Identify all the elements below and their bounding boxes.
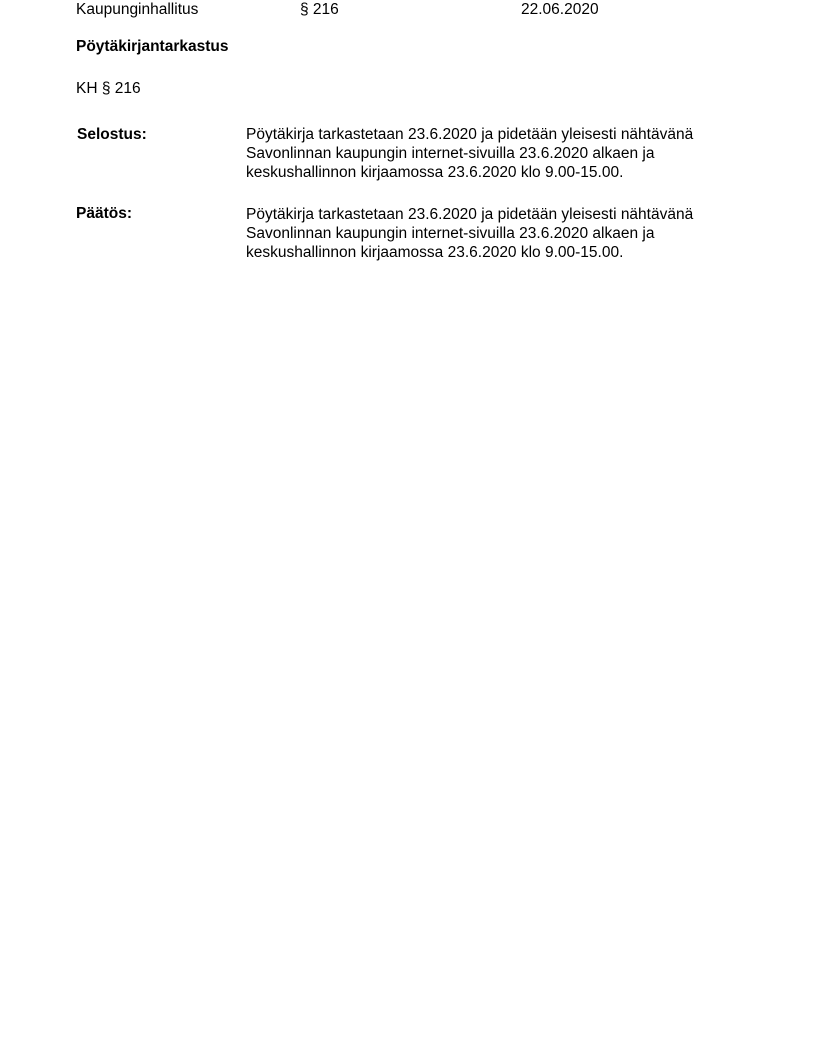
selostus-line: Savonlinnan kaupungin internet-sivuilla 23.6.2020 alkaen ja [246,145,655,162]
paatos-line: Savonlinnan kaupungin internet-sivuilla 23.6.2020 alkaen ja [246,225,655,242]
paatos-line: keskushallinnon kirjaamossa 23.6.2020 klo 9.00-15.00. [246,244,624,261]
paatos-label: Päätös: [76,205,132,222]
paatos-line: Pöytäkirja tarkastetaan 23.6.2020 ja pidetään yleisesti nähtävänä [246,206,694,223]
section-reference: KH § 216 [76,80,141,97]
paatos-text [246,205,726,262]
header-date: 22.06.2020 [521,1,599,18]
header-section-number: § 216 [300,1,339,18]
selostus-text [246,125,726,182]
selostus-label: Selostus: [77,126,147,143]
header-body-name: Kaupunginhallitus [76,1,199,18]
selostus-line: keskushallinnon kirjaamossa 23.6.2020 klo 9.00-15.00. [246,164,624,181]
document-title: Pöytäkirjantarkastus [76,38,229,55]
selostus-line: Pöytäkirja tarkastetaan 23.6.2020 ja pidetään yleisesti nähtävänä [246,126,694,143]
